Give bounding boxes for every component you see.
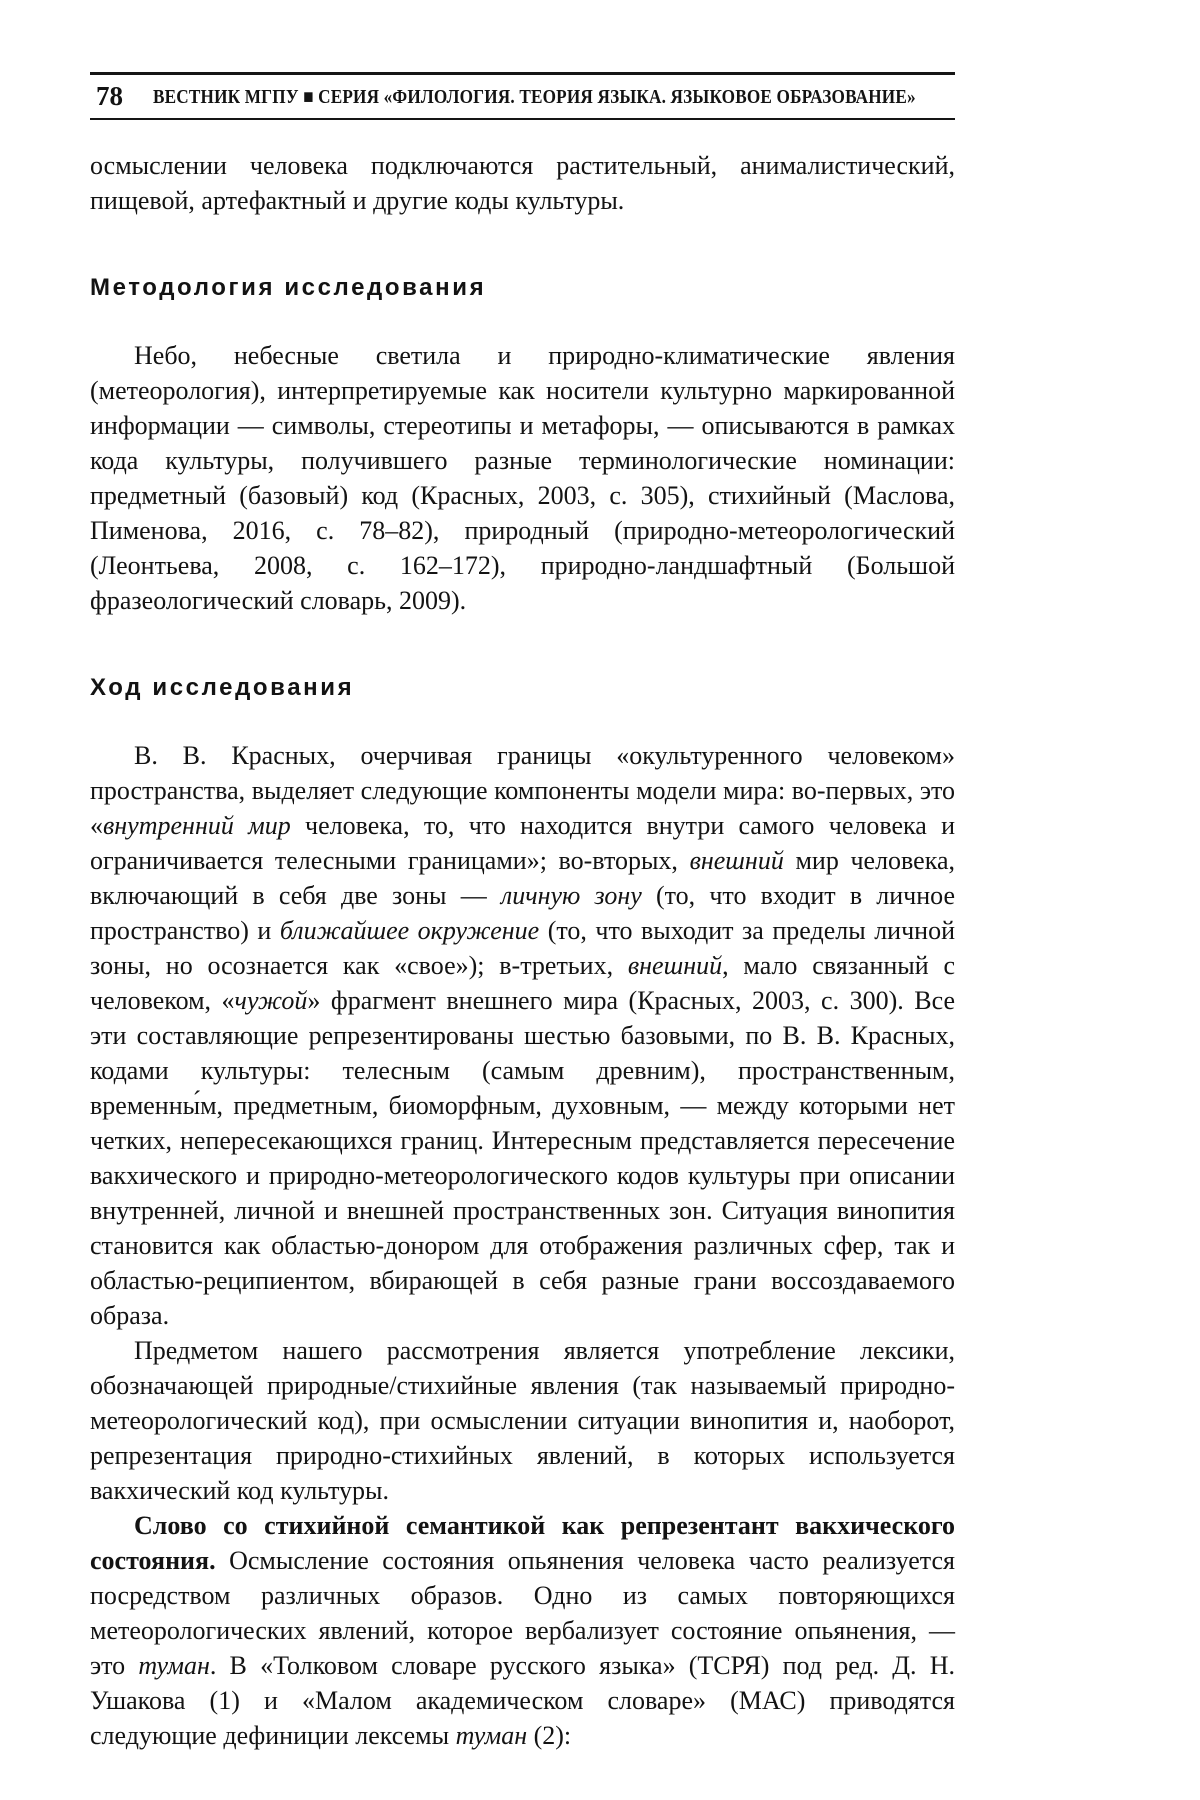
text-run: личную зону [500, 881, 642, 910]
text-run: мир человека, включающий в себя две зоны — [90, 846, 955, 910]
text-run: внешний [689, 846, 784, 875]
text-run: туман [138, 1651, 210, 1680]
paragraph-course-1 [90, 738, 955, 1333]
text-run: чужой [234, 986, 308, 1015]
header-row [90, 75, 955, 118]
text-run: Осмысление состояния опьянения человека часто реализуется посредством различных образов. Одно из самых повторяющихся метеорологических явлений, которое вербализует состояние опьянения, — это [90, 1546, 955, 1680]
text-run: внешний [627, 951, 723, 980]
text-run: человека, то, что находится внутри самого человека и ограничивается телесными границами»; во-вторых, [90, 811, 955, 875]
running-header [90, 72, 955, 120]
text-run: В. В. Красных, очерчивая границы «окультуренного человеком» пространства, выделяет следующие компоненты модели мира: во-первых, это « [90, 741, 955, 840]
header-rule-bottom [90, 118, 955, 120]
text-run: (то, что входит в личное пространство) и [90, 881, 956, 945]
text-run: Небо, небесные светила и природно-климатические явления (метеорология), интерпретируемые как носители культурно маркированной информации — символы, стереотипы и метафоры, — описываются в рамках кода культуры, получившего разные терминологические номинации: предметный (базовый) код (Красных, 2003, с. 305), стихийный (Маслова, Пименова, 2016, с. 78–82), природный (природно-метеорологический (Леонтьева, 2008, с. 162–172), природно-ландшафтный (Большой фразеологический словарь, 2009). [90, 341, 955, 615]
text-run: (то, что выходит за пределы личной зоны, но осознается как «свое»); в-третьих, [90, 916, 955, 980]
text-run: Предметом нашего рассмотрения является употребление лексики, обозначающей природные/стихийные явления (так называемый природно-метеорологический код), при осмыслении ситуации винопития и, наоборот, репрезентация природно-стихийных явлений, в которых используется вакхический код культуры. [90, 1336, 955, 1505]
section-heading-methodology: Методология исследования [90, 274, 487, 301]
paragraph-course-2 [90, 1333, 955, 1508]
page-body [90, 148, 955, 1753]
paragraph-methodology-1 [90, 338, 955, 618]
text-run: ближайшее окружение [279, 916, 540, 945]
text-run: туман [455, 1721, 528, 1750]
text-run: осмыслении человека подключаются растительный, анималистический, пищевой, артефактный и другие коды культуры. [90, 151, 955, 215]
section-heading-course-of-research: Ход исследования [90, 674, 355, 701]
journal-title: ВЕСТНИК МГПУ ■ СЕРИЯ «ФИЛОЛОГИЯ. ТЕОРИЯ ЯЗЫКА. ЯЗЫКОВОЕ ОБРАЗОВАНИЕ» [153, 85, 916, 108]
text-run: Слово со стихийной семантикой как репрезентант вакхического состояния. [90, 1511, 955, 1575]
text-run: (2): [527, 1721, 572, 1750]
text-run: » фрагмент внешнего мира (Красных, 2003, с. 300). Все эти составляющие репрезентированы шестью базовыми, по В. В. Красных, кодами культуры: телесным (самым древним), пространственным, временны́м, предметным, биоморфным, духовным, — между которыми нет четких, непересекающихся границ. Интересным представляется пересечение вакхического и природно-метеорологического кодов культуры при описании внутренней, личной и внешней пространственных зон. Ситуация винопития становится как областью-донором для отображения различных сфер, так и областью-реципиентом, вбирающей в себя разные грани воссоздаваемого образа. [90, 986, 955, 1330]
paragraph-intro-continuation [90, 148, 955, 218]
text-run: . В «Толковом словаре русского языка» (ТСРЯ) под ред. Д. Н. Ушакова (1) и «Малом академическом словаре» (МАС) приводятся следующие дефиниции лексемы [90, 1651, 955, 1750]
text-run: внутренний мир [103, 811, 291, 840]
page-number: 78 [96, 81, 123, 111]
text-run: , мало связанный с человеком, « [90, 951, 956, 1015]
paragraph-course-3 [90, 1508, 955, 1753]
